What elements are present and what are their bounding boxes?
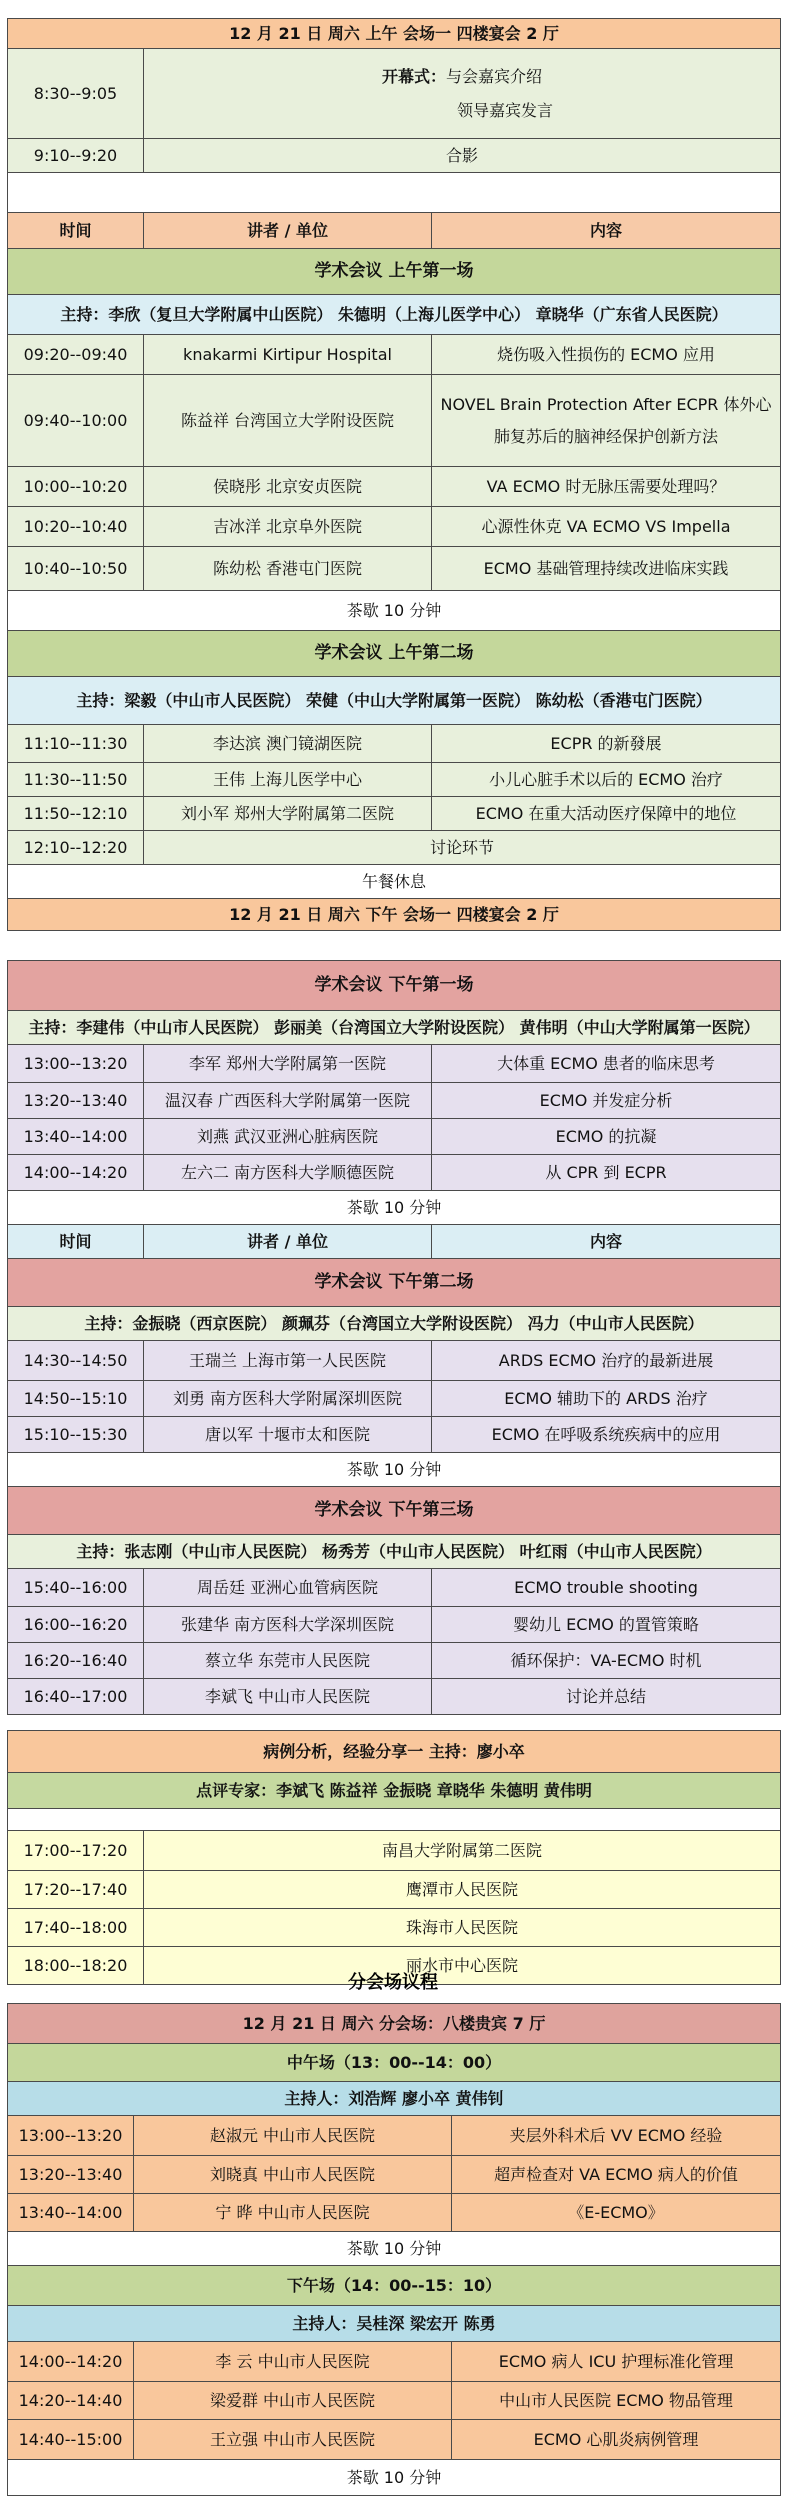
col-header-content: 内容 [432, 213, 781, 249]
discussion-cell: 讨论环节 [144, 831, 781, 865]
session-header: 12 月 21 日 周六 下午 会场一 四楼宴会 2 厅 [8, 899, 781, 931]
branch-venue-title: 分会场议程 [348, 1972, 438, 1993]
morning-schedule-table [7, 18, 781, 931]
content-cell: 循环保护：VA-ECMO 时机 [432, 1643, 781, 1679]
speaker-cell: 陈幼松 香港屯门医院 [144, 547, 432, 591]
time-cell: 16:40--17:00 [8, 1679, 144, 1715]
time-cell: 13:40--14:00 [8, 2194, 134, 2232]
time-cell: 14:20--14:40 [8, 2382, 134, 2420]
time-cell: 13:20--13:40 [8, 1083, 144, 1119]
table-row [8, 797, 781, 831]
table-row [8, 547, 781, 591]
tea-break: 茶歇 10 分钟 [8, 2232, 781, 2266]
speaker-cell: 王立强 中山市人民医院 [134, 2420, 452, 2460]
case-experts: 点评专家：李斌飞 陈益祥 金振晓 章晓华 朱德明 黄伟明 [8, 1773, 781, 1809]
time-cell: 17:20--17:40 [8, 1871, 144, 1909]
table-row [8, 1083, 781, 1119]
table-row [8, 1045, 781, 1083]
hospital-cell: 丽水市中心医院 [144, 1947, 781, 1985]
hospital-cell: 珠海市人民医院 [144, 1909, 781, 1947]
speaker-cell: 温汉春 广西医科大学附属第一医院 [144, 1083, 432, 1119]
content-cell: 中山市人民医院 ECMO 物品管理 [452, 2382, 781, 2420]
table-row [8, 1341, 781, 1381]
time-cell: 18:00--18:20 [8, 1947, 144, 1985]
time-cell: 11:50--12:10 [8, 797, 144, 831]
time-cell: 17:00--17:20 [8, 1831, 144, 1871]
session-title: 中午场（13：00--14：00） [8, 2044, 781, 2082]
content-cell: ECMO 心肌炎病例管理 [452, 2420, 781, 2460]
content-cell: ECMO 在呼吸系统疾病中的应用 [432, 1417, 781, 1453]
time-cell: 14:40--15:00 [8, 2420, 134, 2460]
time-cell: 10:20--10:40 [8, 507, 144, 547]
speaker-cell: 李斌飞 中山市人民医院 [144, 1679, 432, 1715]
tea-break: 茶歇 10 分钟 [8, 2460, 781, 2496]
time-cell: 09:20--09:40 [8, 335, 144, 375]
table-row [8, 2382, 781, 2420]
speaker-cell: 蔡立华 东莞市人民医院 [144, 1643, 432, 1679]
speaker-cell: 陈益祥 台湾国立大学附设医院 [144, 375, 432, 467]
speaker-cell: 王瑞兰 上海市第一人民医院 [144, 1341, 432, 1381]
speaker-cell: 侯晓彤 北京安贞医院 [144, 467, 432, 507]
tea-break: 茶歇 10 分钟 [8, 1453, 781, 1487]
table-row [8, 1607, 781, 1643]
speaker-cell: 赵淑元 中山市人民医院 [134, 2116, 452, 2156]
time-cell: 17:40--18:00 [8, 1909, 144, 1947]
time-cell: 11:30--11:50 [8, 763, 144, 797]
content-cell: ECMO 病人 ICU 护理标准化管理 [452, 2342, 781, 2382]
session-hosts: 主持：金振晓（西京医院） 颜珮芬（台湾国立大学附设医院） 冯力（中山市人民医院） [8, 1307, 781, 1341]
opening-label: 开幕式： [381, 66, 446, 86]
table-row [8, 831, 781, 865]
spacer [8, 173, 781, 213]
time-cell: 15:10--15:30 [8, 1417, 144, 1453]
content-cell: 讨论并总结 [432, 1679, 781, 1715]
time-cell: 14:00--14:20 [8, 2342, 134, 2382]
table-row [8, 1155, 781, 1191]
content-cell: 《E-ECMO》 [452, 2194, 781, 2232]
time-cell: 13:00--13:20 [8, 1045, 144, 1083]
table-row [8, 725, 781, 763]
table-row [8, 1417, 781, 1453]
table-row [8, 1569, 781, 1607]
table-row [8, 1871, 781, 1909]
speaker-cell: 刘勇 南方医科大学附属深圳医院 [144, 1381, 432, 1417]
speaker-cell: 宁 晔 中山市人民医院 [134, 2194, 452, 2232]
spacer [8, 1809, 781, 1831]
content-cell: ARDS ECMO 治疗的最新进展 [432, 1341, 781, 1381]
session-title: 学术会议 上午第一场 [8, 249, 781, 295]
col-header-speaker: 讲者 / 单位 [144, 213, 432, 249]
hospital-cell: 南昌大学附属第二医院 [144, 1831, 781, 1871]
afternoon-schedule-table [7, 960, 781, 1715]
speaker-cell: 吉冰洋 北京阜外医院 [144, 507, 432, 547]
speaker-cell: 周岳廷 亚洲心血管病医院 [144, 1569, 432, 1607]
table-row [8, 507, 781, 547]
content-cell: 大体重 ECMO 患者的临床思考 [432, 1045, 781, 1083]
col-header-content: 内容 [432, 1225, 781, 1259]
content-cell: 夹层外科术后 VV ECMO 经验 [452, 2116, 781, 2156]
session-hosts: 主持：李欣（复旦大学附属中山医院） 朱德明（上海儿医学中心） 章晓华（广东省人民医院） [8, 295, 781, 335]
time-cell: 9:10--9:20 [8, 139, 144, 173]
speaker-cell: 唐以军 十堰市太和医院 [144, 1417, 432, 1453]
table-row [8, 1381, 781, 1417]
table-row [8, 1831, 781, 1871]
speaker-cell: 刘小军 郑州大学附属第二医院 [144, 797, 432, 831]
content-cell: ECMO 基础管理持续改进临床实践 [432, 547, 781, 591]
session-hosts: 主持：梁毅（中山市人民医院） 荣健（中山大学附属第一医院） 陈幼松（香港屯门医院） [8, 677, 781, 725]
table-row [8, 2342, 781, 2382]
content-cell: NOVEL Brain Protection After ECPR 体外心肺复苏后的脑神经保护创新方法 [432, 375, 781, 467]
time-cell: 12:10--12:20 [8, 831, 144, 865]
table-row [8, 1643, 781, 1679]
content-cell: 心源性休克 VA ECMO VS Impella [432, 507, 781, 547]
branch-schedule-table [7, 2003, 781, 2496]
session-title: 学术会议 上午第二场 [8, 631, 781, 677]
speaker-cell: 左六二 南方医科大学顺德医院 [144, 1155, 432, 1191]
table-row [8, 1679, 781, 1715]
session-hosts: 主持人：吴桂深 梁宏开 陈勇 [8, 2306, 781, 2342]
session-hosts: 主持：李建伟（中山市人民医院） 彭丽美（台湾国立大学附设医院） 黄伟明（中山大学附属第一医院） [8, 1011, 781, 1045]
time-cell: 10:40--10:50 [8, 547, 144, 591]
time-cell: 16:20--16:40 [8, 1643, 144, 1679]
case-title: 病例分析，经验分享一 主持：廖小卒 [8, 1731, 781, 1773]
table-row [8, 1909, 781, 1947]
time-cell: 13:40--14:00 [8, 1119, 144, 1155]
speaker-cell: 刘晓真 中山市人民医院 [134, 2156, 452, 2194]
time-cell: 13:20--13:40 [8, 2156, 134, 2194]
content-cell: ECMO 并发症分析 [432, 1083, 781, 1119]
session-header: 12 月 21 日 周六 上午 会场一 四楼宴会 2 厅 [8, 19, 781, 49]
time-cell: 14:00--14:20 [8, 1155, 144, 1191]
content-cell: 超声检查对 VA ECMO 病人的价值 [452, 2156, 781, 2194]
session-hosts: 主持人：刘浩辉 廖小卒 黄伟钊 [8, 2082, 781, 2116]
speaker-cell: 梁爱群 中山市人民医院 [134, 2382, 452, 2420]
content-cell: 小儿心脏手术以后的 ECMO 治疗 [432, 763, 781, 797]
table-row [8, 2194, 781, 2232]
time-cell: 16:00--16:20 [8, 1607, 144, 1643]
content-cell: ECMO 辅助下的 ARDS 治疗 [432, 1381, 781, 1417]
col-header-time: 时间 [8, 213, 144, 249]
time-cell: 14:30--14:50 [8, 1341, 144, 1381]
opening-line1: 与会嘉宾介绍 [446, 66, 543, 86]
time-cell: 10:00--10:20 [8, 467, 144, 507]
content-cell: ECMO 的抗凝 [432, 1119, 781, 1155]
col-header-speaker: 讲者 / 单位 [144, 1225, 432, 1259]
session-title: 下午场（14：00--15：10） [8, 2266, 781, 2306]
col-header-time: 时间 [8, 1225, 144, 1259]
table-row [8, 375, 781, 467]
content-cell: ECPR 的新發展 [432, 725, 781, 763]
table-row [8, 2156, 781, 2194]
content-cell: 婴幼儿 ECMO 的置管策略 [432, 1607, 781, 1643]
time-cell: 15:40--16:00 [8, 1569, 144, 1607]
table-row [8, 763, 781, 797]
speaker-cell: 王伟 上海儿医学中心 [144, 763, 432, 797]
session-title: 学术会议 下午第一场 [8, 961, 781, 1011]
content-cell: 从 CPR 到 ECPR [432, 1155, 781, 1191]
speaker-cell: 李军 郑州大学附属第一医院 [144, 1045, 432, 1083]
speaker-cell: knakarmi Kirtipur Hospital [144, 335, 432, 375]
session-header: 12 月 21 日 周六 分会场：八楼贵宾 7 厅 [8, 2004, 781, 2044]
table-row [8, 2116, 781, 2156]
table-row [8, 2420, 781, 2460]
speaker-cell: 李 云 中山市人民医院 [134, 2342, 452, 2382]
time-cell: 8:30--9:05 [8, 49, 144, 139]
case-analysis-table [7, 1730, 781, 1985]
content-cell: ECMO 在重大活动医疗保障中的地位 [432, 797, 781, 831]
table-row [8, 1119, 781, 1155]
speaker-cell: 刘燕 武汉亚洲心脏病医院 [144, 1119, 432, 1155]
time-cell: 14:50--15:10 [8, 1381, 144, 1417]
table-row [8, 335, 781, 375]
session-title: 学术会议 下午第三场 [8, 1487, 781, 1535]
time-cell: 09:40--10:00 [8, 375, 144, 467]
opening-line2: 领导嘉宾发言 [456, 100, 553, 120]
opening-cell [144, 49, 781, 139]
speaker-cell: 张建华 南方医科大学深圳医院 [144, 1607, 432, 1643]
session-title: 学术会议 下午第二场 [8, 1259, 781, 1307]
time-cell: 13:00--13:20 [8, 2116, 134, 2156]
lunch-break: 午餐休息 [8, 865, 781, 899]
tea-break: 茶歇 10 分钟 [8, 591, 781, 631]
content-cell: VA ECMO 时无脉压需要处理吗？ [432, 467, 781, 507]
tea-break: 茶歇 10 分钟 [8, 1191, 781, 1225]
table-row [8, 467, 781, 507]
time-cell: 11:10--11:30 [8, 725, 144, 763]
session-hosts: 主持：张志刚（中山市人民医院） 杨秀芳（中山市人民医院） 叶红雨（中山市人民医院） [8, 1535, 781, 1569]
speaker-cell: 李达滨 澳门镜湖医院 [144, 725, 432, 763]
photo-cell: 合影 [144, 139, 781, 173]
content-cell: ECMO trouble shooting [432, 1569, 781, 1607]
hospital-cell: 鹰潭市人民医院 [144, 1871, 781, 1909]
content-cell: 烧伤吸入性损伤的 ECMO 应用 [432, 335, 781, 375]
